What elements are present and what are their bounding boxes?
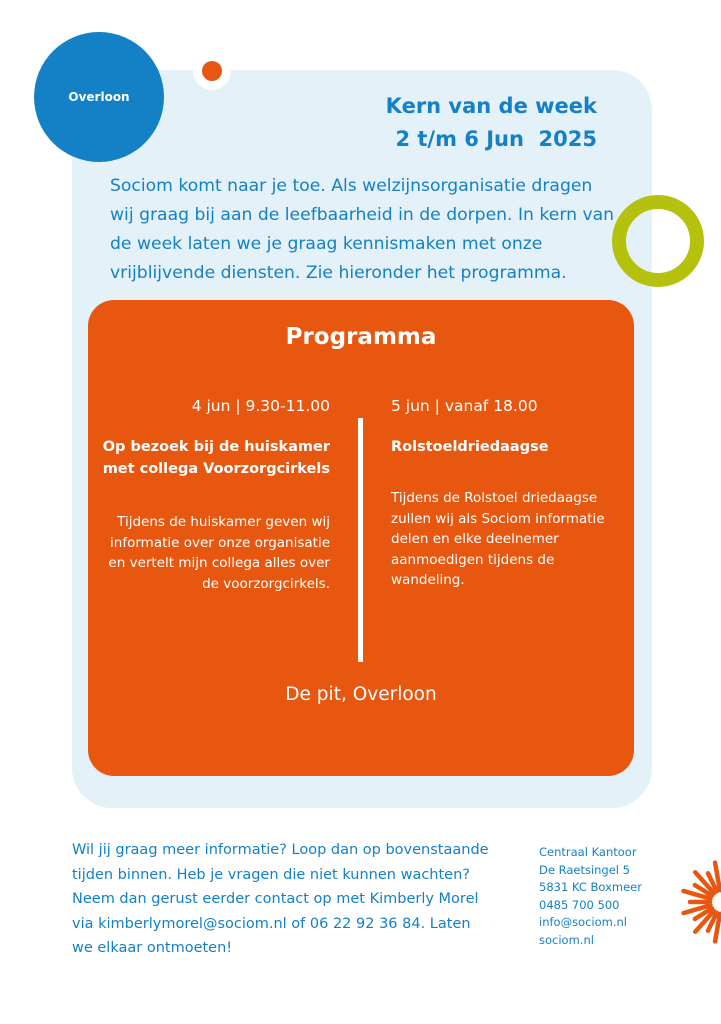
right-event-title: Rolstoeldriedaagse: [391, 439, 549, 455]
intro-text: Sociom komt naar je toe. Als welzijnsorganisatie dragen wij graag bij aan de leefbaarheid in de dorpen. In kern van de week laten we je graag kennismaken met onze vrijblijvende diensten. Zie hieronder het programma.: [110, 176, 615, 283]
sunburst-logo-icon: [668, 850, 721, 956]
left-event-description: Tijdens de huiskamer geven wij informatie over onze organisatie en vertelt mijn collega alles over de voorzorgcirkels.: [108, 514, 330, 592]
column-divider: [358, 418, 363, 662]
header: [386, 90, 597, 156]
left-date: 4 jun | 9.30-11.00: [191, 397, 330, 415]
contact-name: Centraal Kantoor: [539, 845, 637, 859]
contact-website[interactable]: sociom.nl: [539, 932, 594, 947]
footer-text: Wil jij graag meer informatie? Loop dan op bovenstaande tijden binnen. Heb je vragen die niet kunnen wachten? Neem dan gerust eerder contact op met Kimberly Morel via kimberlymorel@sociom.nl of 06 22 92 36 84. Laten we elkaar ontmoeten!: [72, 842, 489, 956]
contact-city: 5831 KC Boxmeer: [539, 880, 642, 895]
program-title: Programma: [285, 324, 437, 350]
contact-block: [539, 844, 642, 950]
program-card: [88, 300, 634, 776]
page-title: Kern van de week: [385, 94, 597, 118]
contact-email[interactable]: info@sociom.nl: [539, 915, 627, 930]
contact-phone: 0485 700 500: [539, 897, 620, 912]
location-badge: [34, 32, 164, 162]
contact-street: De Raetsingel 5: [539, 862, 630, 877]
date-range: 2 t/m 6 Jun 2025: [395, 127, 597, 151]
green-ring-decoration: [612, 195, 704, 287]
program-location: De pit, Overloon: [285, 684, 437, 705]
orange-dot-decoration: [193, 52, 231, 90]
right-date: 5 jun | vanaf 18.00: [391, 397, 538, 415]
left-event-title: Op bezoek bij de huiskamer met collega Voorzorgcirkels: [102, 439, 330, 477]
right-event-description: Tijdens de Rolstoel driedaagse zullen wij als Sociom informatie delen en elke deelnemer aanmoedigen tijdens de wandeling.: [391, 490, 605, 588]
location-badge-label: Overloon: [68, 90, 130, 104]
